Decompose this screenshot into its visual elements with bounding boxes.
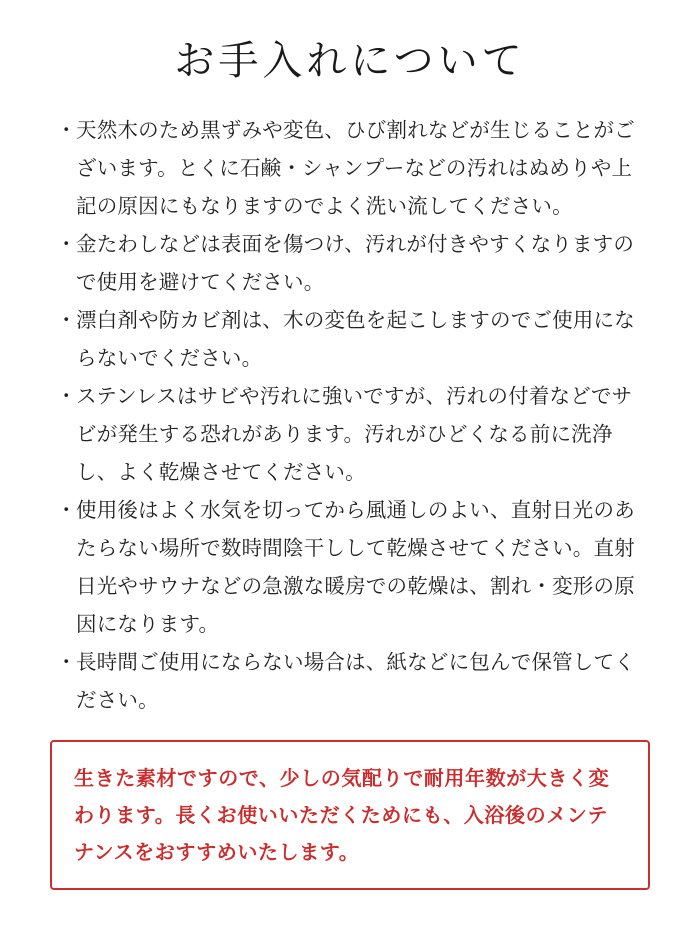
bullet-icon: ・ xyxy=(56,118,77,142)
bullet-icon: ・ xyxy=(56,498,77,522)
care-item-bleach xyxy=(52,301,652,377)
care-item-stainless xyxy=(52,377,652,491)
care-item-soap xyxy=(52,111,652,225)
maintenance-note-text: 生きた素材ですので、少しの気配りで耐用年数が大きく変わります。長くお使いいただくためにも、入浴後のメンテナンスをおすすめいたします。 xyxy=(74,766,610,864)
care-item-text: 天然木のため黒ずみや変色、ひび割れなどが生じることがございます。とくに石鹸・シャンプーなどの汚れはぬめりや上記の原因にもなりますのでよく洗い流してください。 xyxy=(76,118,635,218)
care-item-drying xyxy=(52,491,652,643)
bullet-icon: ・ xyxy=(56,384,77,408)
care-item-text: 使用後はよく水気を切ってから風通しのよい、直射日光のあたらない場所で数時間陰干しして乾燥させてください。直射日光やサウナなどの急激な暖房での乾燥は、割れ・変形の原因になります。 xyxy=(76,498,635,636)
care-instructions-list xyxy=(52,111,652,719)
bullet-icon: ・ xyxy=(56,232,77,256)
bullet-icon: ・ xyxy=(56,308,77,332)
care-item-scrubber xyxy=(52,225,652,301)
bullet-icon: ・ xyxy=(56,650,77,674)
care-item-text: ステンレスはサビや汚れに強いですが、汚れの付着などでサビが発生する恐れがあります。汚れがひどくなる前に洗浄し、よく乾燥させてください。 xyxy=(76,384,633,484)
maintenance-note-box xyxy=(50,740,650,890)
page-title: お手入れについて xyxy=(174,38,526,84)
care-item-text: 金たわしなどは表面を傷つけ、汚れが付きやすくなりますので使用を避けてください。 xyxy=(76,232,635,294)
care-item-storage xyxy=(52,643,652,719)
care-item-text: 長時間ご使用にならない場合は、紙などに包んで保管してください。 xyxy=(76,650,635,712)
care-item-text: 漂白剤や防カビ剤は、木の変色を起こしますのでご使用にならないでください。 xyxy=(76,308,635,370)
